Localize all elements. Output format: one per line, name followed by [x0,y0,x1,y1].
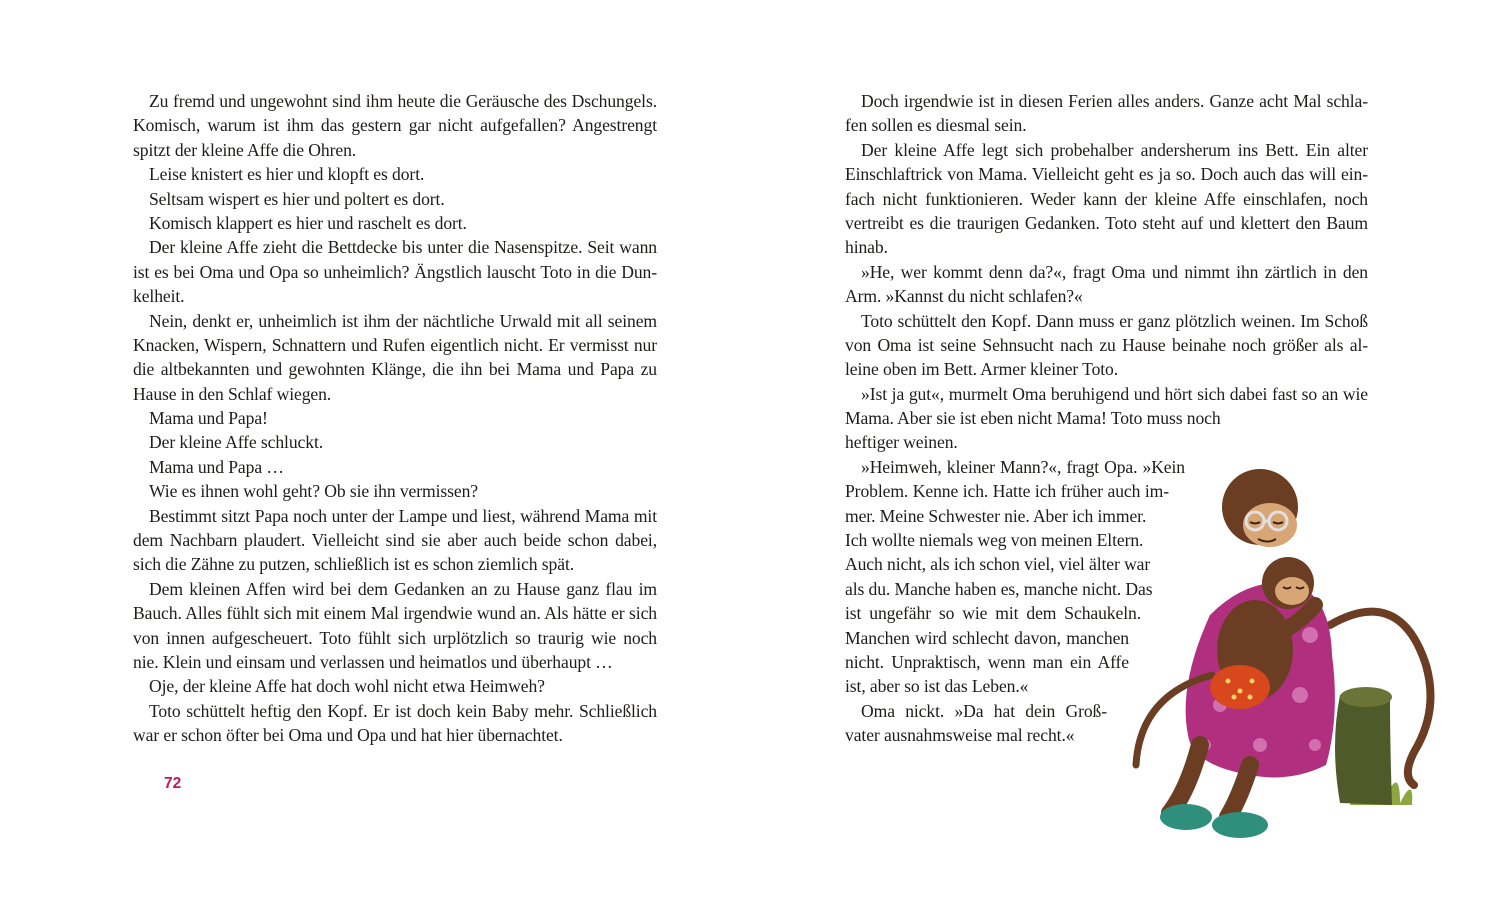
text-line: Toto schüttelt heftig den Kopf. Er ist doch kein Baby mehr. Schließlich [149,700,657,721]
text-line: Zu fremd und ungewohnt sind ihm heute die Geräusche des Dschungels. [149,91,657,111]
text-line: leine oben im Bett. Armer kleiner Toto. [845,359,1119,380]
text-line: Dem kleinen Affen wird bei dem Gedanken an zu Hause ganz flau im [149,578,657,599]
text-line: Komisch klappert es hier und raschelt es dort. [149,212,467,233]
text-line: sich die Zähne zu putzen, schließlich ist es schon ziemlich spät. [133,554,575,575]
text-line: »Heimweh, kleiner Mann?«, fragt Opa. »Kein [861,456,1185,477]
text-line: Toto schüttelt den Kopf. Dann muss er ganz plötzlich weinen. Im Schoß [861,310,1368,331]
monkey-grandma-hugging-child-icon [1100,445,1440,845]
left-page-text [133,89,657,748]
text-line: Der kleine Affe zieht die Bettdecke bis unter die Nasenspitze. Seit wann [149,237,657,258]
text-line: fen sollen es diesmal sein. [845,115,1027,136]
text-line: dem Nachbarn plaudert. Vielleicht sind sie aber auch beide schon dabei, [133,530,657,551]
text-line: Mama und Papa! [149,408,268,429]
text-line: vater ausnahmsweise mal recht.« [845,725,1075,746]
text-line: nicht. Unpraktisch, wenn man ein Affe [845,651,1129,672]
text-line: Problem. Kenne ich. Hatte ich früher auch im- [845,481,1169,502]
text-line: nie. Klein und einsam und verlassen und heimatlos und überhaupt … [133,651,613,672]
text-line: ist ungefähr so wie mit dem Schaukeln. [845,603,1141,624]
text-line: Einschlaftrick von Mama. Vielleicht geht es ja so. Doch auch das will ein- [845,164,1368,185]
text-line: Bauch. Alles fühlt sich mit einem Mal irgendwie wund an. Als hätte er sich [133,603,657,624]
text-line: ist, aber so ist das Leben.« [845,676,1029,697]
text-line: Oma nickt. »Da hat dein Groß- [861,700,1107,721]
text-line: Nein, denkt er, unheimlich ist ihm der nächtliche Urwald mit all seinem [149,310,657,331]
page-number: 72 [164,775,182,792]
text-line: »Ist ja gut«, murmelt Oma beruhigend und hört sich dabei fast so an wie [861,383,1368,404]
text-line: Mama. Aber sie ist eben nicht Mama! Toto muss noch [845,408,1221,429]
text-line: Hause in den Schlaf wiegen. [133,383,332,404]
text-line: von innen aufgescheuert. Toto fühlt sich urplötzlich so traurig wie noch [133,627,657,648]
text-line: vertreibt es die traurigen Gedanken. Toto steht auf und klettert den Baum [845,212,1368,233]
text-line: hinab. [845,237,888,258]
text-line: kelheit. [133,286,185,307]
text-line: ist es bei Oma und Opa so unheimlich? Ängstlich lauscht Toto in die Dun- [133,261,657,282]
text-line: Komisch, warum ist ihm das gestern gar nicht aufgefallen? Angestrengt [133,115,657,136]
text-line: Wie es ihnen wohl geht? Ob sie ihn vermissen? [149,481,478,502]
text-line: Bestimmt sitzt Papa noch unter der Lampe und liest, während Mama mit [149,505,657,526]
text-line: fach nicht funktionieren. Weder kann der kleine Affe einschlafen, noch [845,188,1368,209]
text-line: Oje, der kleine Affe hat doch wohl nicht etwa Heimweh? [149,676,545,697]
text-line: Manchen wird schlecht davon, manchen [845,627,1129,648]
text-line: Der kleine Affe schluckt. [149,432,324,453]
text-line: Mama und Papa … [149,456,284,477]
text-line: Auch nicht, als ich schon viel, viel älter war [845,554,1151,575]
text-line: die altbekannten und gewohnten Klänge, die ihn bei Mama und Papa zu [133,359,657,380]
text-line: Leise knistert es hier und klopft es dort. [149,164,425,185]
text-line: mer. Meine Schwester nie. Aber ich immer. [845,505,1147,526]
text-line: »He, wer kommt denn da?«, fragt Oma und nimmt ihn zärtlich in den [861,261,1368,282]
text-line: von Oma ist seine Sehnsucht nach zu Hause beinahe noch größer als al- [845,334,1368,355]
text-line: war er schon öfter bei Oma und Opa und hat hier übernachtet. [133,725,563,746]
text-line: Arm. »Kannst du nicht schlafen?« [845,286,1083,307]
text-line: Doch irgendwie ist in diesen Ferien alles anders. Ganze acht Mal schla- [861,91,1368,111]
text-line: Knacken, Wispern, Schnattern und Rufen eigentlich nicht. Er vermisst nur [133,334,657,355]
text-line: Der kleine Affe legt sich probehalber andersherum ins Bett. Ein alter [861,139,1368,160]
text-line: heftiger weinen. [845,432,958,453]
text-line: Ich wollte niemals weg von meinen Eltern. [845,530,1144,551]
text-line: spitzt der kleine Affe die Ohren. [133,139,357,160]
text-line: Seltsam wispert es hier und poltert es dort. [149,188,445,209]
text-line: als du. Manche haben es, manche nicht. Das [845,578,1153,599]
